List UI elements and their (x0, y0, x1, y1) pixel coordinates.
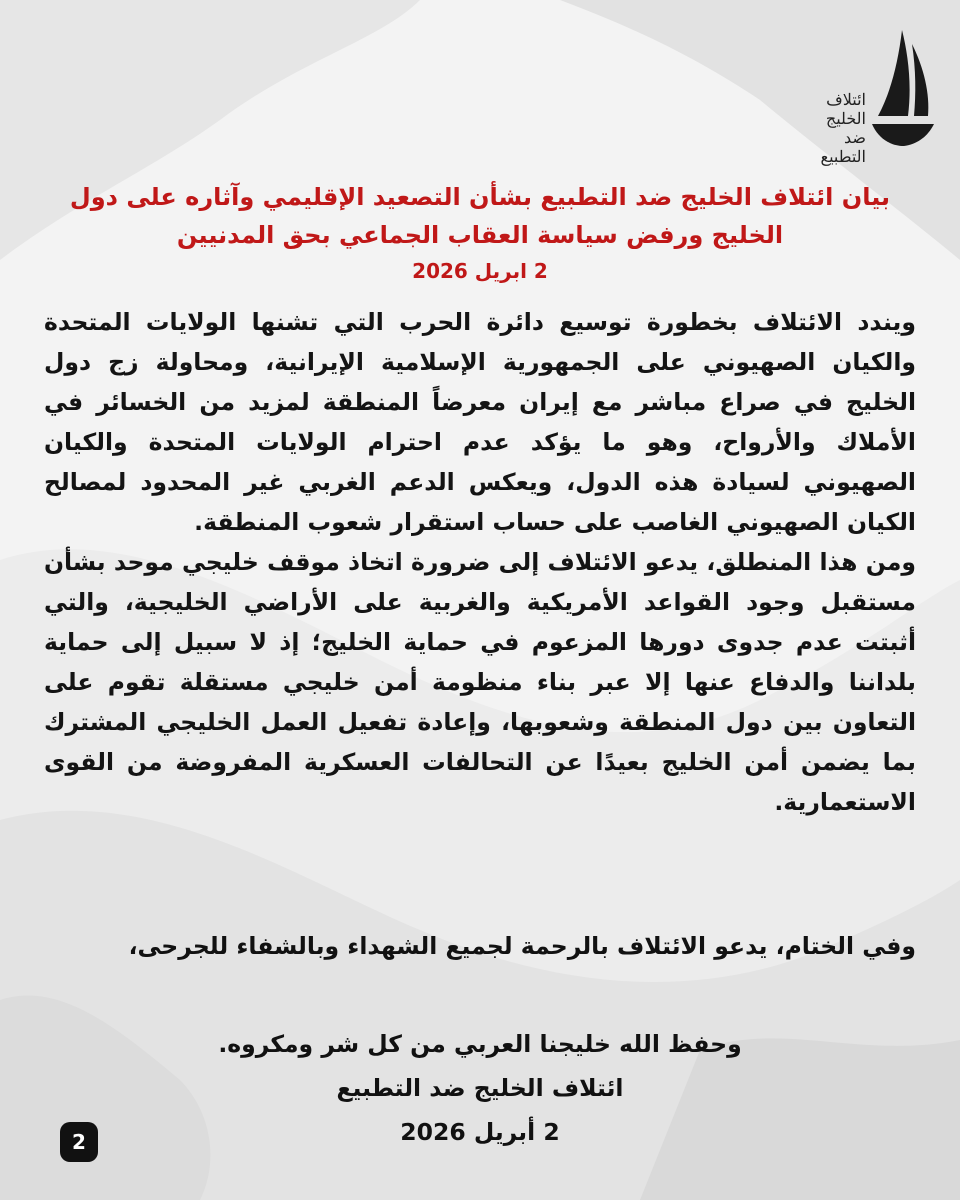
statement-title-block (40, 178, 920, 288)
logo-line-2: الخليج (825, 109, 866, 128)
logo-line-1: ائتلاف (826, 90, 866, 109)
logo-line-4: التطبيع (820, 147, 866, 166)
signature-org: ائتلاف الخليج ضد التطبيع (336, 1074, 624, 1102)
page-number-badge: 2 (60, 1122, 98, 1162)
statement-body (44, 302, 916, 822)
statement-date: 2 ابريل 2026 (412, 259, 548, 283)
signature-date: 2 أبريل 2026 (400, 1118, 560, 1146)
statement-title: بيان ائتلاف الخليج ضد التطبيع بشأن التصعيد الإقليمي وآثاره على دول الخليج ورفض سياسة العقاب الجماعي بحق المدنيين (69, 183, 891, 249)
closing-paragraph: وفي الختام، يدعو الائتلاف بالرحمة لجميع الشهداء وبالشفاء للجرحى، (128, 932, 916, 960)
signature-prayer: وحفظ الله خليجنا العربي من كل شر ومكروه. (218, 1030, 742, 1058)
body-paragraph-1: ويندد الائتلاف بخطورة توسيع دائرة الحرب التي تشنها الولايات المتحدة والكيان الصهيوني على الجمهورية الإسلامية الإيرانية، ومحاولة زج دول الخليج في صراع مباشر مع إيران معرضاً المنطقة لمزيد من الخسائر في الأملاك والأرواح، وهو ما يؤكد عدم احترام الولايات المتحدة والكيان الصهيوني لسيادة هذه الدول، ويعكس الدعم الغربي غير المحدود لمصالح الكيان الصهيوني الغاصب على حساب استقرار شعوب المنطقة. (44, 308, 916, 536)
logo-line-3: ضد (844, 128, 866, 147)
sail-icon (868, 24, 938, 154)
logo-wordmark (821, 90, 866, 166)
signature-block (200, 1022, 760, 1154)
coalition-logo (788, 24, 938, 164)
body-paragraph-2: ومن هذا المنطلق، يدعو الائتلاف إلى ضرورة اتخاذ موقف خليجي موحد بشأن مستقبل وجود القواعد الأمريكية والغربية على الأراضي الخليجية، والتي أثبتت عدم جدوى دورها المزعوم في حماية الخليج؛ إذ لا سبيل إلى حماية بلداننا والدفاع عنها إلا عبر بناء منظومة أمن خليجي مستقلة تقوم على التعاون بين دول المنطقة وشعوبها، وإعادة تفعيل العمل الخليجي المشترك بما يضمن أمن الخليج بعيدًا عن التحالفات العسكرية المفروضة من القوى الاستعمارية. (44, 548, 916, 816)
